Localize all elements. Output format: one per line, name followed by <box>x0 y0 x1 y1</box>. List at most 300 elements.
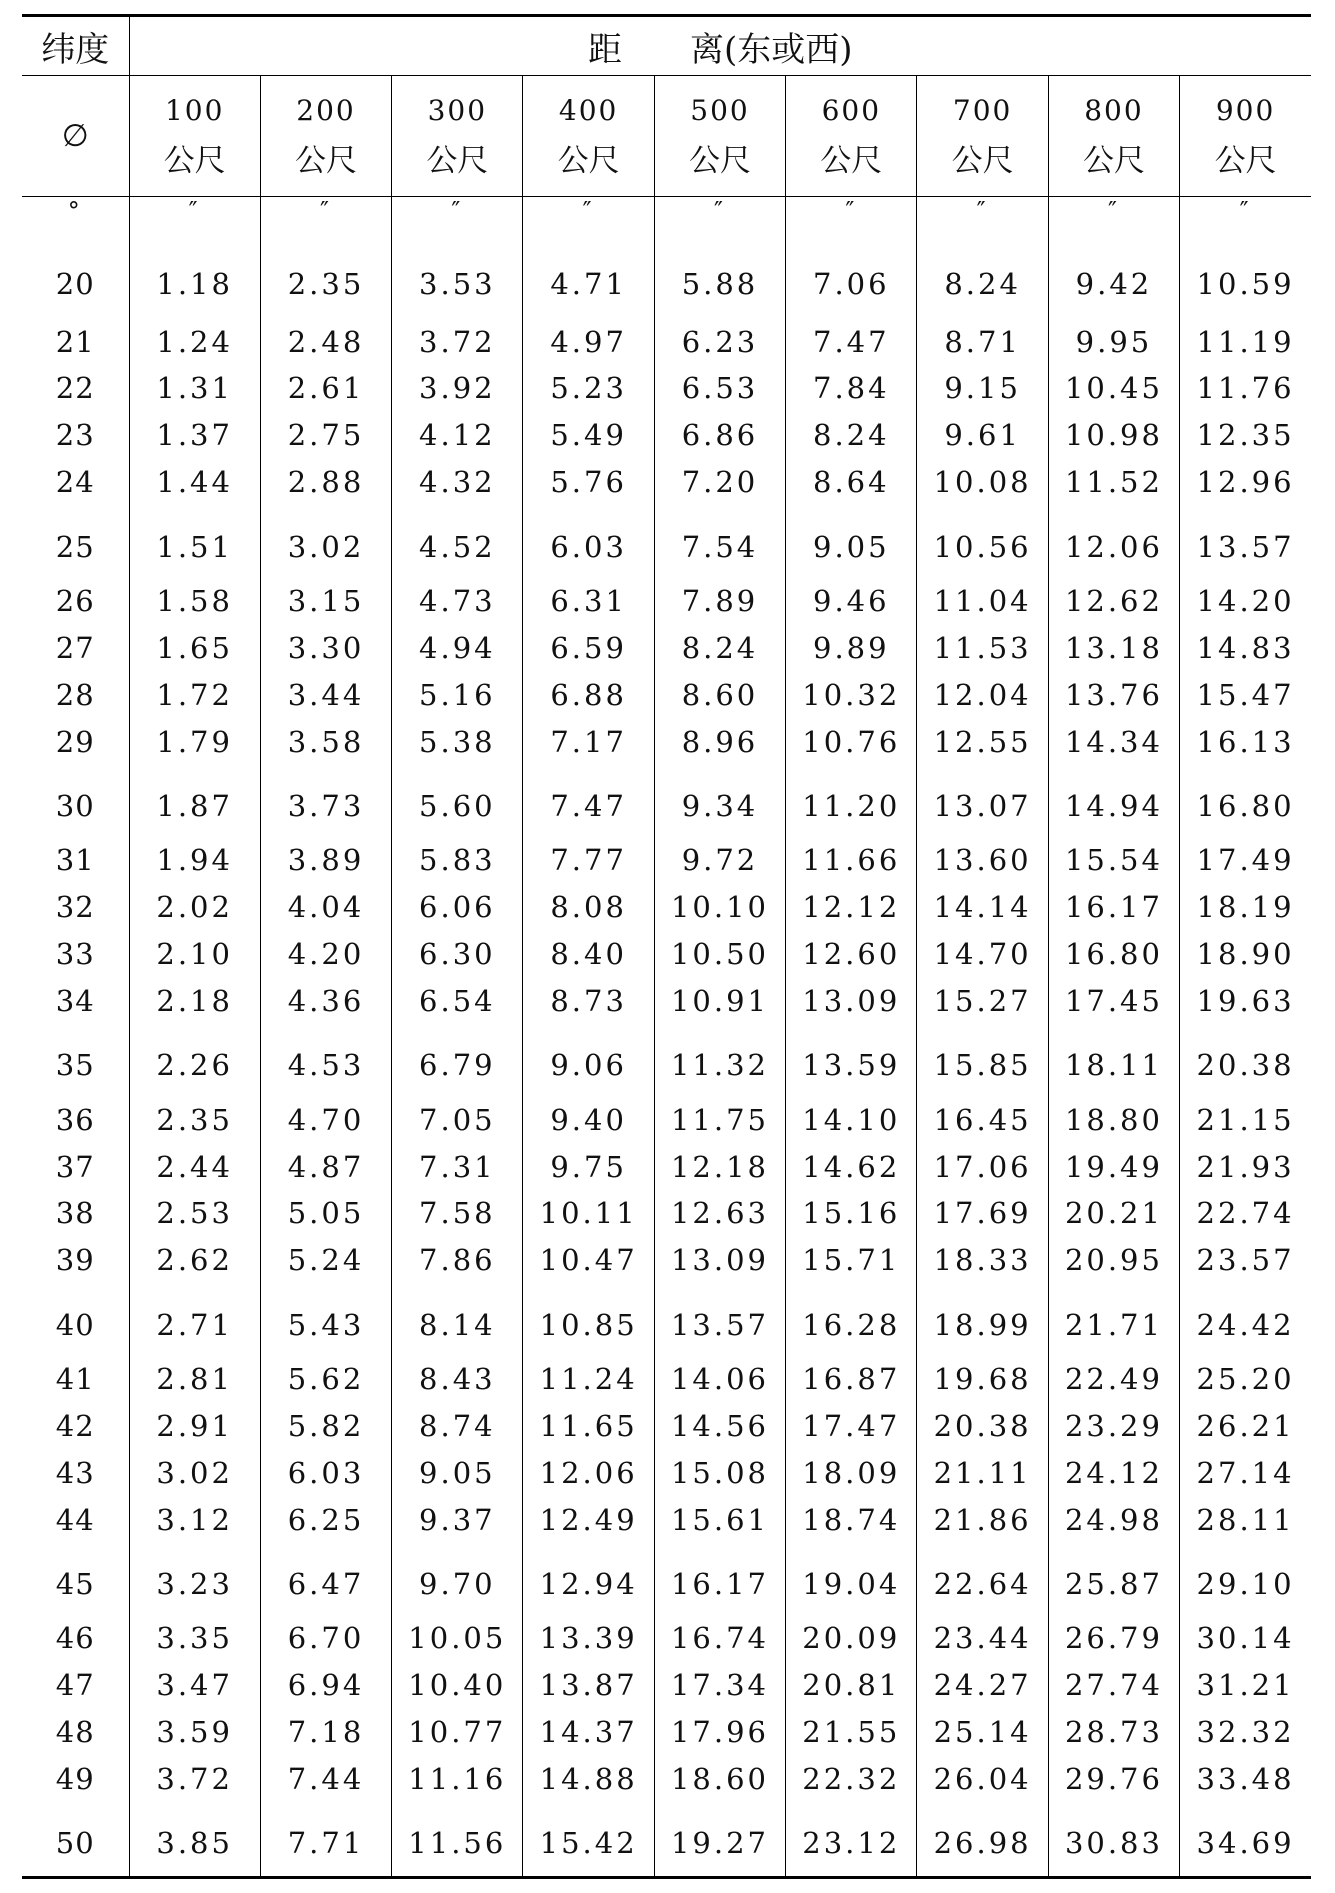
value-cell: 20.21 <box>1048 1190 1179 1237</box>
value-cell: 7.84 <box>786 365 917 412</box>
value-cell: 5.76 <box>523 459 654 506</box>
value-cell: 17.45 <box>1048 977 1179 1024</box>
value-cell: 9.05 <box>392 1449 523 1496</box>
value-cell: 25.20 <box>1180 1356 1311 1403</box>
value-cell: 3.44 <box>260 671 391 718</box>
value-cell: 10.59 <box>1180 243 1311 318</box>
value-cell: 14.10 <box>786 1096 917 1143</box>
value-cell: 8.71 <box>917 318 1048 365</box>
value-cell: 23.57 <box>1180 1237 1311 1284</box>
value-cell: 18.74 <box>786 1496 917 1543</box>
value-cell: 11.52 <box>1048 459 1179 506</box>
value-cell: 16.13 <box>1180 718 1311 765</box>
value-cell: 8.24 <box>917 243 1048 318</box>
value-cell: 3.02 <box>129 1449 260 1496</box>
distance-unit: 公尺 <box>951 143 1014 179</box>
value-cell: 13.07 <box>917 765 1048 837</box>
value-cell: 5.24 <box>260 1237 391 1284</box>
value-cell: 13.57 <box>654 1284 785 1356</box>
value-cell: 2.53 <box>129 1190 260 1237</box>
value-cell: 20.38 <box>917 1402 1048 1449</box>
value-cell: 22.64 <box>917 1543 1048 1615</box>
value-cell: 30.14 <box>1180 1615 1311 1662</box>
value-cell: 12.35 <box>1180 412 1311 459</box>
table-row <box>22 1024 1311 1096</box>
value-cell: 7.06 <box>786 243 917 318</box>
value-cell: 3.30 <box>260 624 391 671</box>
value-cell: 10.91 <box>654 977 785 1024</box>
value-cell: 1.65 <box>129 624 260 671</box>
value-cell: 9.89 <box>786 624 917 671</box>
value-cell: 4.97 <box>523 318 654 365</box>
value-cell: 2.48 <box>260 318 391 365</box>
value-cell: 21.86 <box>917 1496 1048 1543</box>
value-cell: 2.18 <box>129 977 260 1024</box>
latitude-cell: 31 <box>55 843 95 878</box>
distance-column-header <box>392 76 523 197</box>
value-cell: 14.83 <box>1180 624 1311 671</box>
table-row <box>22 578 1311 625</box>
table-row <box>22 1402 1311 1449</box>
value-cell: 10.11 <box>523 1190 654 1237</box>
value-cell: 9.34 <box>654 765 785 837</box>
value-cell: 3.02 <box>260 506 391 578</box>
table-row <box>22 1190 1311 1237</box>
phi-symbol: ∅ <box>22 76 129 197</box>
value-cell: 7.77 <box>523 837 654 884</box>
value-cell: 1.18 <box>129 243 260 318</box>
value-cell: 13.87 <box>523 1662 654 1709</box>
value-cell: 8.73 <box>523 977 654 1024</box>
table-row <box>22 1756 1311 1803</box>
value-cell: 30.83 <box>1048 1802 1179 1877</box>
latitude-cell: 30 <box>55 788 95 823</box>
value-cell: 10.10 <box>654 884 785 931</box>
value-cell: 6.88 <box>523 671 654 718</box>
table-row <box>22 1496 1311 1543</box>
value-cell: 5.83 <box>392 837 523 884</box>
value-cell: 11.75 <box>654 1096 785 1143</box>
distance-header: 距 离(东或西) <box>129 16 1311 76</box>
value-cell: 1.58 <box>129 578 260 625</box>
latitude-cell: 48 <box>55 1715 95 1750</box>
value-cell: 16.28 <box>786 1284 917 1356</box>
distance-value: 800 <box>1084 94 1144 127</box>
value-cell: 6.54 <box>392 977 523 1024</box>
table-row <box>22 931 1311 978</box>
value-cell: 11.20 <box>786 765 917 837</box>
value-cell: 10.32 <box>786 671 917 718</box>
value-cell: 9.06 <box>523 1024 654 1096</box>
value-cell: 14.94 <box>1048 765 1179 837</box>
value-cell: 14.56 <box>654 1402 785 1449</box>
value-cell: 8.08 <box>523 884 654 931</box>
value-cell: 15.71 <box>786 1237 917 1284</box>
value-cell: 3.23 <box>129 1543 260 1615</box>
value-cell: 19.04 <box>786 1543 917 1615</box>
value-cell: 12.62 <box>1048 578 1179 625</box>
value-cell: 6.30 <box>392 931 523 978</box>
value-cell: 9.72 <box>654 837 785 884</box>
latitude-cell: 26 <box>55 583 95 618</box>
seconds-unit: ″ <box>260 197 391 243</box>
table-row <box>22 506 1311 578</box>
distance-value: 500 <box>690 94 750 127</box>
value-cell: 14.37 <box>523 1709 654 1756</box>
table-row <box>22 977 1311 1024</box>
value-cell: 2.62 <box>129 1237 260 1284</box>
table-row <box>22 1543 1311 1615</box>
value-cell: 2.10 <box>129 931 260 978</box>
distance-unit: 公尺 <box>426 143 489 179</box>
value-cell: 7.54 <box>654 506 785 578</box>
value-cell: 11.66 <box>786 837 917 884</box>
value-cell: 22.49 <box>1048 1356 1179 1403</box>
value-cell: 18.90 <box>1180 931 1311 978</box>
latitude-cell: 33 <box>55 937 95 972</box>
value-cell: 10.98 <box>1048 412 1179 459</box>
value-cell: 7.47 <box>786 318 917 365</box>
latitude-cell: 25 <box>55 529 95 564</box>
value-cell: 13.09 <box>654 1237 785 1284</box>
latitude-cell: 39 <box>55 1243 95 1278</box>
distance-column-header <box>654 76 785 197</box>
value-cell: 20.95 <box>1048 1237 1179 1284</box>
value-cell: 3.89 <box>260 837 391 884</box>
value-cell: 12.18 <box>654 1143 785 1190</box>
table-row <box>22 765 1311 837</box>
value-cell: 10.77 <box>392 1709 523 1756</box>
value-cell: 14.88 <box>523 1756 654 1803</box>
latitude-cell: 35 <box>55 1048 95 1083</box>
value-cell: 7.31 <box>392 1143 523 1190</box>
distance-value: 400 <box>558 94 619 127</box>
latitude-cell: 38 <box>55 1196 95 1231</box>
value-cell: 13.18 <box>1048 624 1179 671</box>
value-cell: 12.12 <box>786 884 917 931</box>
value-cell: 2.35 <box>129 1096 260 1143</box>
value-cell: 11.19 <box>1180 318 1311 365</box>
value-cell: 19.27 <box>654 1802 785 1877</box>
value-cell: 6.03 <box>523 506 654 578</box>
value-cell: 25.14 <box>917 1709 1048 1756</box>
value-cell: 2.91 <box>129 1402 260 1449</box>
table-row <box>22 1662 1311 1709</box>
value-cell: 21.11 <box>917 1449 1048 1496</box>
value-cell: 7.47 <box>523 765 654 837</box>
value-cell: 6.86 <box>654 412 785 459</box>
value-cell: 2.61 <box>260 365 391 412</box>
value-cell: 7.44 <box>260 1756 391 1803</box>
value-cell: 17.34 <box>654 1662 785 1709</box>
value-cell: 6.79 <box>392 1024 523 1096</box>
value-cell: 1.87 <box>129 765 260 837</box>
value-cell: 16.45 <box>917 1096 1048 1143</box>
distance-column-header <box>1048 76 1179 197</box>
value-cell: 6.31 <box>523 578 654 625</box>
value-cell: 4.70 <box>260 1096 391 1143</box>
value-cell: 1.44 <box>129 459 260 506</box>
value-cell: 3.53 <box>392 243 523 318</box>
value-cell: 2.81 <box>129 1356 260 1403</box>
value-cell: 4.94 <box>392 624 523 671</box>
value-cell: 12.06 <box>1048 506 1179 578</box>
seconds-unit: ″ <box>654 197 785 243</box>
value-cell: 26.04 <box>917 1756 1048 1803</box>
latitude-cell: 43 <box>55 1455 95 1490</box>
distance-unit: 公尺 <box>294 143 357 179</box>
distance-value: 900 <box>1215 94 1276 127</box>
latitude-cell: 23 <box>55 418 95 453</box>
value-cell: 13.59 <box>786 1024 917 1096</box>
value-cell: 13.09 <box>786 977 917 1024</box>
value-cell: 17.69 <box>917 1190 1048 1237</box>
value-cell: 4.36 <box>260 977 391 1024</box>
seconds-unit: ″ <box>129 197 260 243</box>
value-cell: 14.14 <box>917 884 1048 931</box>
value-cell: 7.17 <box>523 718 654 765</box>
distance-value: 600 <box>821 94 882 127</box>
value-cell: 26.79 <box>1048 1615 1179 1662</box>
value-cell: 9.40 <box>523 1096 654 1143</box>
value-cell: 9.75 <box>523 1143 654 1190</box>
value-cell: 3.12 <box>129 1496 260 1543</box>
value-cell: 3.59 <box>129 1709 260 1756</box>
value-cell: 13.39 <box>523 1615 654 1662</box>
latitude-cell: 47 <box>55 1668 95 1703</box>
arc-seconds-table <box>22 14 1311 1879</box>
value-cell: 8.24 <box>654 624 785 671</box>
distance-unit: 公尺 <box>1214 143 1277 179</box>
value-cell: 2.26 <box>129 1024 260 1096</box>
value-cell: 1.79 <box>129 718 260 765</box>
latitude-cell: 46 <box>55 1621 95 1656</box>
value-cell: 6.70 <box>260 1615 391 1662</box>
value-cell: 2.02 <box>129 884 260 931</box>
value-cell: 9.61 <box>917 412 1048 459</box>
value-cell: 5.16 <box>392 671 523 718</box>
value-cell: 24.42 <box>1180 1284 1311 1356</box>
value-cell: 1.94 <box>129 837 260 884</box>
value-cell: 2.75 <box>260 412 391 459</box>
value-cell: 8.74 <box>392 1402 523 1449</box>
value-cell: 21.55 <box>786 1709 917 1756</box>
value-cell: 11.56 <box>392 1802 523 1877</box>
value-cell: 10.56 <box>917 506 1048 578</box>
latitude-header: 纬度 <box>22 16 129 76</box>
value-cell: 16.87 <box>786 1356 917 1403</box>
value-cell: 24.12 <box>1048 1449 1179 1496</box>
value-cell: 6.25 <box>260 1496 391 1543</box>
table-row <box>22 1709 1311 1756</box>
value-cell: 23.29 <box>1048 1402 1179 1449</box>
value-cell: 8.24 <box>786 412 917 459</box>
distance-column-header <box>523 76 654 197</box>
value-cell: 15.61 <box>654 1496 785 1543</box>
value-cell: 4.32 <box>392 459 523 506</box>
value-cell: 18.60 <box>654 1756 785 1803</box>
value-cell: 5.23 <box>523 365 654 412</box>
value-cell: 13.60 <box>917 837 1048 884</box>
table-row <box>22 318 1311 365</box>
value-cell: 9.15 <box>917 365 1048 412</box>
distance-value: 100 <box>164 94 225 127</box>
value-cell: 3.72 <box>392 318 523 365</box>
value-cell: 4.52 <box>392 506 523 578</box>
value-cell: 16.74 <box>654 1615 785 1662</box>
table-header <box>22 16 1311 197</box>
table-row <box>22 1237 1311 1284</box>
value-cell: 5.49 <box>523 412 654 459</box>
value-cell: 6.53 <box>654 365 785 412</box>
value-cell: 3.72 <box>129 1756 260 1803</box>
latitude-cell: 40 <box>55 1307 95 1342</box>
value-cell: 3.47 <box>129 1662 260 1709</box>
value-cell: 7.18 <box>260 1709 391 1756</box>
value-cell: 15.54 <box>1048 837 1179 884</box>
value-cell: 4.53 <box>260 1024 391 1096</box>
value-cell: 22.32 <box>786 1756 917 1803</box>
seconds-unit: ″ <box>1180 197 1311 243</box>
value-cell: 5.43 <box>260 1284 391 1356</box>
value-cell: 10.08 <box>917 459 1048 506</box>
table-row <box>22 412 1311 459</box>
value-cell: 11.76 <box>1180 365 1311 412</box>
value-cell: 18.80 <box>1048 1096 1179 1143</box>
value-cell: 7.20 <box>654 459 785 506</box>
seconds-unit: ″ <box>786 197 917 243</box>
latitude-cell: 27 <box>55 630 95 665</box>
value-cell: 17.96 <box>654 1709 785 1756</box>
table-row <box>22 365 1311 412</box>
value-cell: 15.85 <box>917 1024 1048 1096</box>
value-cell: 11.65 <box>523 1402 654 1449</box>
value-cell: 7.05 <box>392 1096 523 1143</box>
value-cell: 15.08 <box>654 1449 785 1496</box>
value-cell: 3.15 <box>260 578 391 625</box>
value-cell: 5.82 <box>260 1402 391 1449</box>
value-cell: 6.06 <box>392 884 523 931</box>
table-row <box>22 459 1311 506</box>
value-cell: 8.64 <box>786 459 917 506</box>
value-cell: 7.71 <box>260 1802 391 1877</box>
value-cell: 16.17 <box>1048 884 1179 931</box>
value-cell: 28.11 <box>1180 1496 1311 1543</box>
value-cell: 29.76 <box>1048 1756 1179 1803</box>
value-cell: 7.58 <box>392 1190 523 1237</box>
value-cell: 11.53 <box>917 624 1048 671</box>
value-cell: 29.10 <box>1180 1543 1311 1615</box>
value-cell: 21.15 <box>1180 1096 1311 1143</box>
table-row <box>22 1284 1311 1356</box>
value-cell: 2.35 <box>260 243 391 318</box>
table-row <box>22 243 1311 318</box>
value-cell: 17.49 <box>1180 837 1311 884</box>
value-cell: 13.76 <box>1048 671 1179 718</box>
value-cell: 3.73 <box>260 765 391 837</box>
value-cell: 12.63 <box>654 1190 785 1237</box>
value-cell: 12.96 <box>1180 459 1311 506</box>
value-cell: 8.14 <box>392 1284 523 1356</box>
latitude-cell: 49 <box>55 1761 95 1796</box>
value-cell: 5.05 <box>260 1190 391 1237</box>
value-cell: 3.58 <box>260 718 391 765</box>
value-cell: 27.14 <box>1180 1449 1311 1496</box>
value-cell: 2.44 <box>129 1143 260 1190</box>
value-cell: 14.70 <box>917 931 1048 978</box>
value-cell: 18.19 <box>1180 884 1311 931</box>
value-cell: 18.11 <box>1048 1024 1179 1096</box>
distance-value: 700 <box>952 94 1013 127</box>
value-cell: 6.59 <box>523 624 654 671</box>
value-cell: 1.31 <box>129 365 260 412</box>
distance-column-header <box>917 76 1048 197</box>
value-cell: 9.37 <box>392 1496 523 1543</box>
value-cell: 14.06 <box>654 1356 785 1403</box>
value-cell: 9.70 <box>392 1543 523 1615</box>
value-cell: 12.55 <box>917 718 1048 765</box>
distance-unit: 公尺 <box>820 143 883 179</box>
table-row <box>22 1356 1311 1403</box>
distance-unit: 公尺 <box>1082 143 1145 179</box>
value-cell: 7.89 <box>654 578 785 625</box>
value-cell: 8.43 <box>392 1356 523 1403</box>
value-cell: 3.85 <box>129 1802 260 1877</box>
value-cell: 24.98 <box>1048 1496 1179 1543</box>
value-cell: 1.51 <box>129 506 260 578</box>
value-cell: 24.27 <box>917 1662 1048 1709</box>
value-cell: 25.87 <box>1048 1543 1179 1615</box>
seconds-unit: ″ <box>392 197 523 243</box>
value-cell: 11.16 <box>392 1756 523 1803</box>
latitude-cell: 22 <box>55 371 95 406</box>
value-cell: 20.09 <box>786 1615 917 1662</box>
value-cell: 16.80 <box>1180 765 1311 837</box>
value-cell: 12.49 <box>523 1496 654 1543</box>
value-cell: 3.35 <box>129 1615 260 1662</box>
value-cell: 14.62 <box>786 1143 917 1190</box>
table-row <box>22 837 1311 884</box>
value-cell: 20.81 <box>786 1662 917 1709</box>
value-cell: 32.32 <box>1180 1709 1311 1756</box>
value-cell: 22.74 <box>1180 1190 1311 1237</box>
value-cell: 5.60 <box>392 765 523 837</box>
value-cell: 1.37 <box>129 412 260 459</box>
value-cell: 18.99 <box>917 1284 1048 1356</box>
value-cell: 13.57 <box>1180 506 1311 578</box>
value-cell: 26.98 <box>917 1802 1048 1877</box>
value-cell: 8.40 <box>523 931 654 978</box>
value-cell: 6.94 <box>260 1662 391 1709</box>
seconds-unit: ″ <box>1048 197 1179 243</box>
latitude-cell: 45 <box>55 1567 95 1601</box>
distance-unit: 公尺 <box>688 143 751 179</box>
value-cell: 14.20 <box>1180 578 1311 625</box>
value-cell: 17.06 <box>917 1143 1048 1190</box>
value-cell: 15.42 <box>523 1802 654 1877</box>
latitude-cell: 34 <box>55 983 95 1018</box>
value-cell: 3.92 <box>392 365 523 412</box>
latitude-cell: 20 <box>55 267 95 302</box>
table-row <box>22 1096 1311 1143</box>
table-row <box>22 884 1311 931</box>
value-cell: 9.05 <box>786 506 917 578</box>
distance-value: 200 <box>296 94 356 127</box>
value-cell: 18.33 <box>917 1237 1048 1284</box>
value-cell: 4.12 <box>392 412 523 459</box>
value-cell: 16.17 <box>654 1543 785 1615</box>
value-cell: 19.49 <box>1048 1143 1179 1190</box>
